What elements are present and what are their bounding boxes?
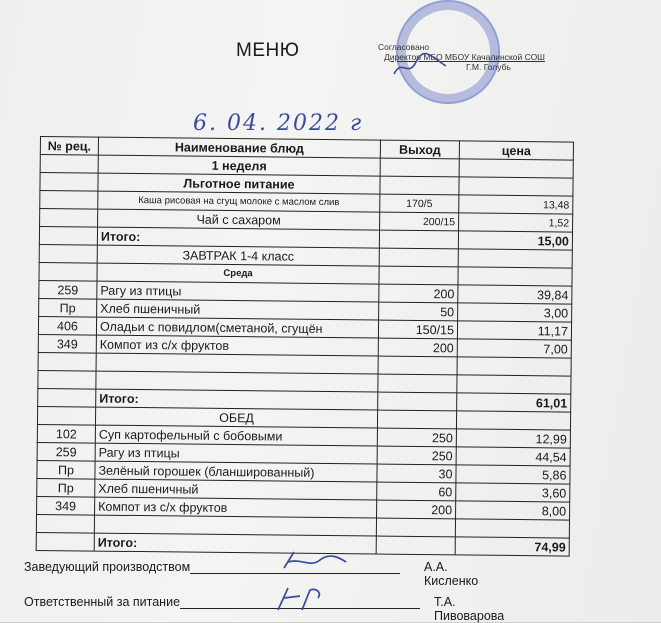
dish-name: Рагу из птицы	[97, 281, 379, 302]
recipe-number: 406	[38, 316, 96, 335]
dish-price: 12,99	[456, 429, 570, 448]
approval-line: Согласовано	[378, 42, 430, 52]
recipe-number: 259	[39, 280, 97, 299]
manager-label: Заведующий производством	[24, 560, 191, 574]
recipe-number: 349	[37, 496, 95, 515]
dish-output: 250	[377, 428, 456, 447]
menu-table	[36, 136, 574, 557]
dish-price: 13,48	[459, 195, 573, 214]
responsible-name: Т.А. Пивоварова	[434, 595, 505, 623]
dish-name: Рагу из птицы	[95, 443, 377, 464]
dish-price: 3,60	[456, 483, 570, 502]
manager-signature	[280, 548, 350, 574]
dish-output: 200	[377, 500, 456, 519]
dish-price: 5,86	[456, 465, 570, 484]
dish-name: Компот из с/х фруктов	[95, 497, 377, 518]
dish-name: Хлеб пшеничный	[97, 299, 379, 320]
recipe-number: Пр	[39, 298, 97, 317]
total-label: Итого:	[94, 533, 376, 554]
dish-price: 7,00	[457, 339, 571, 358]
total-value: 61,01	[457, 393, 571, 412]
responsible-label: Ответственный за питание	[24, 595, 181, 609]
total-value: 74,99	[455, 537, 569, 556]
recipe-number: 102	[37, 424, 95, 443]
menu-date: 6. 04. 2022 г	[193, 111, 364, 136]
column-header: Наименование блюд	[98, 137, 380, 158]
dish-output: 170/5	[380, 194, 459, 213]
column-header: цена	[459, 141, 573, 160]
dish-price: 1,52	[459, 213, 573, 232]
dish-output: 60	[377, 482, 456, 501]
section-label: ОБЕД	[95, 407, 377, 428]
dish-output: 30	[377, 464, 456, 483]
responsible-signature-line	[24, 595, 505, 623]
dish-price: 11,17	[457, 321, 571, 340]
dish-name: Каша рисовая на сгущ молоке с маслом слив	[98, 191, 380, 212]
approval-line: Директор МБО МБОУ Качалинской СОШ	[384, 52, 545, 62]
dish-output: 200/15	[380, 212, 459, 231]
approval-line: Г.М. Голубь	[466, 62, 511, 72]
page-title: МЕНЮ	[236, 40, 300, 61]
dish-price: 3,00	[458, 303, 572, 322]
dish-name: Хлеб пшеничный	[95, 479, 377, 500]
dish-output: 250	[377, 446, 456, 465]
total-label: Итого:	[97, 227, 379, 248]
week-label: 1 неделя	[98, 155, 380, 176]
dish-output: 50	[379, 302, 458, 321]
dish-output: 150/15	[378, 320, 457, 339]
dish-name: Чай с сахаром	[98, 209, 380, 230]
dish-price: 8,00	[456, 501, 570, 520]
column-header: Выход	[380, 140, 459, 159]
recipe-number: 259	[37, 442, 95, 461]
total-label: Итого:	[96, 389, 378, 410]
section-label: ЗАВТРАК 1-4 класс	[97, 245, 379, 266]
recipe-number: Пр	[37, 460, 95, 479]
dish-output: 200	[379, 284, 458, 303]
dish-name: Оладьи с повидлом(сметаной, сгущён	[96, 317, 378, 338]
dish-price: 44,54	[456, 447, 570, 466]
column-header: № рец.	[40, 137, 98, 156]
recipe-number: Пр	[37, 478, 95, 497]
manager-name: А.А. Кисленко	[424, 560, 479, 588]
dish-name: Зелёный горошек (бланшированный)	[95, 461, 377, 482]
dish-name: Компот из с/х фруктов	[96, 335, 378, 356]
dish-output: 200	[378, 338, 457, 357]
responsible-signature	[270, 584, 330, 614]
section-label: Льготное питание	[98, 173, 380, 194]
day-label: Среда	[97, 263, 379, 284]
total-value: 15,00	[458, 231, 572, 250]
dish-price: 39,84	[458, 285, 572, 304]
director-signature	[390, 52, 450, 82]
recipe-number: 349	[38, 334, 96, 353]
dish-name: Суп картофельный с бобовыми	[95, 425, 377, 446]
